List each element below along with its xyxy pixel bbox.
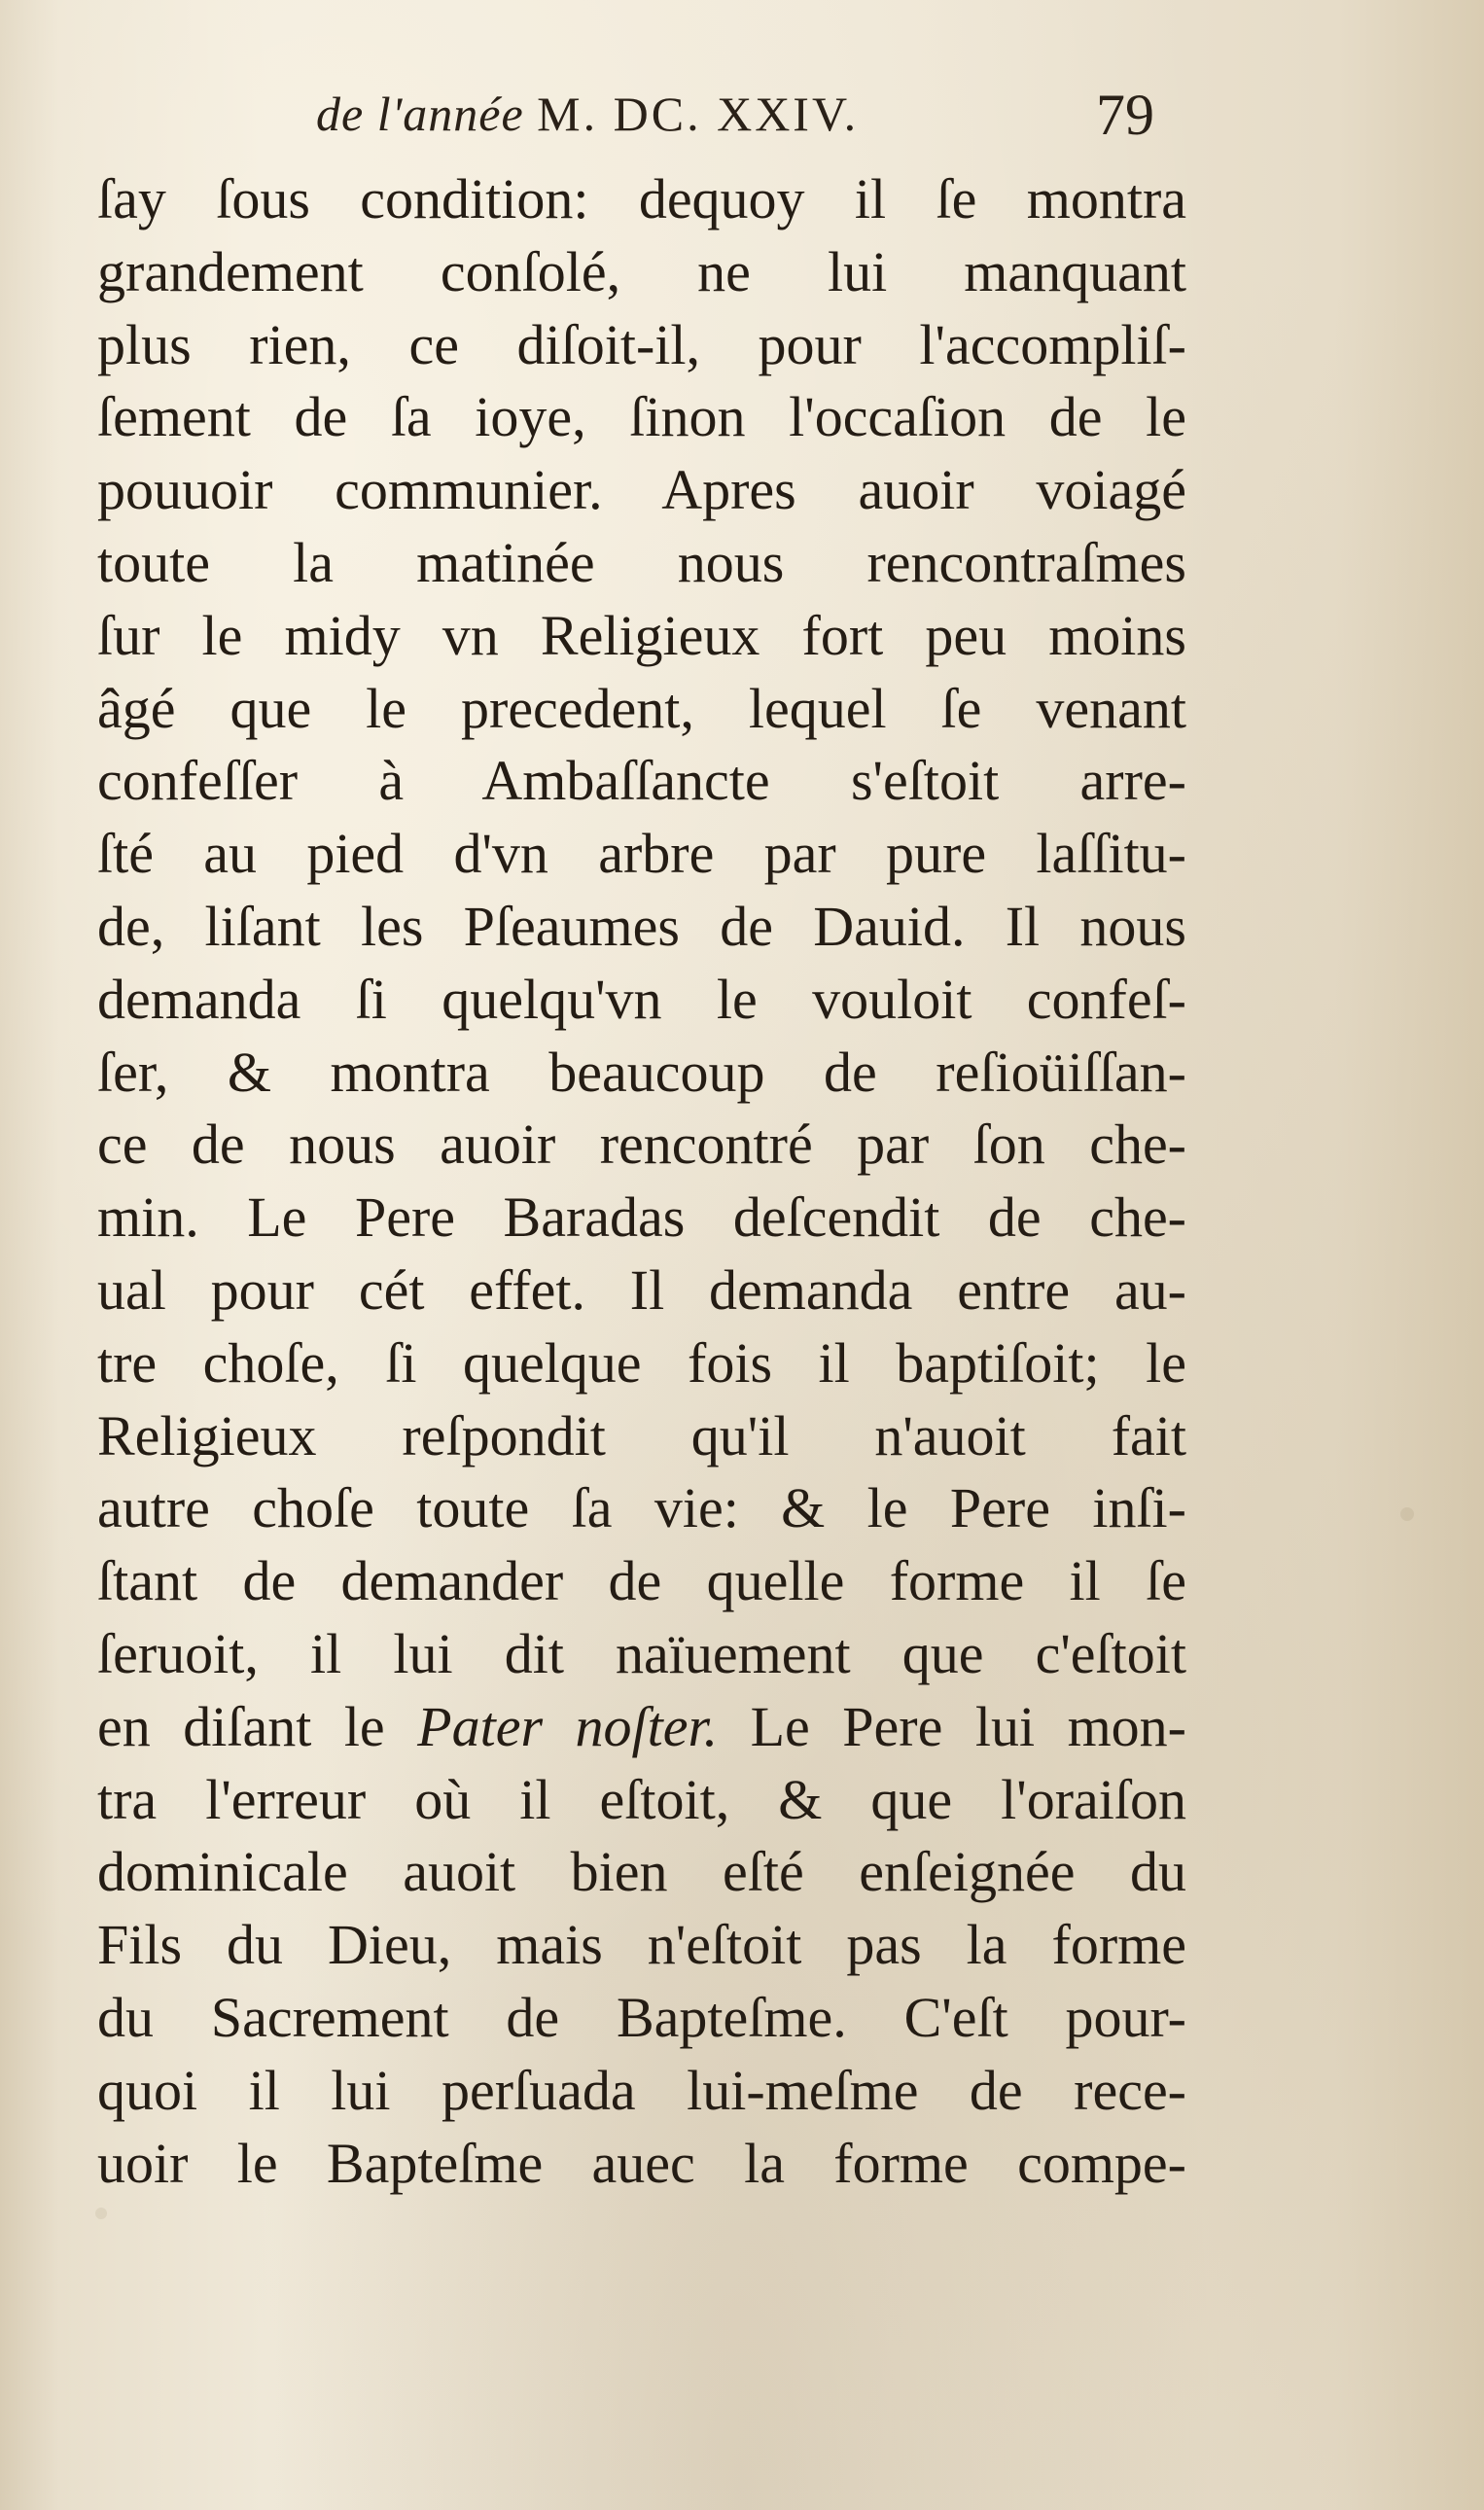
text-line: ſtant de demander de quelle forme il ſe	[97, 1549, 1186, 1613]
text-line: ſay ſous condition: dequoy il ſe montra	[97, 167, 1186, 230]
text-line: tra l'erreur où il eſtoit, & que l'oraiſon	[97, 1767, 1186, 1831]
text-line: uoir le Bapteſme auec la forme compe-	[97, 2131, 1186, 2195]
text-line: tre choſe, ſi quelque fois il baptiſoit; le	[97, 1330, 1186, 1395]
text-line: toute la matinée nous rencontraſmes	[97, 530, 1186, 594]
text-line: ſur le midy vn Religieux fort peu moins	[97, 603, 1186, 667]
text-line: ual pour cét effet. Il demanda entre au-	[97, 1257, 1186, 1322]
text-line-with-italic	[97, 1691, 1186, 1764]
paper-speck	[1400, 1507, 1414, 1521]
text-line: confeſſer à Ambaſſancte s'eſtoit arre-	[97, 749, 1186, 813]
page-header	[316, 83, 1191, 163]
page-number: 79	[1096, 83, 1154, 147]
text-line: ſeruoit, il lui dit naïuement que c'eſtoit	[97, 1621, 1186, 1685]
text-line: dominicale auoit bien eſté enſeignée du	[97, 1840, 1186, 1904]
text-line: ſté au pied d'vn arbre par pure laſſitu-	[97, 822, 1186, 886]
text-line: de, liſant les Pſeaumes de Dauid. Il nous	[97, 894, 1186, 958]
running-head	[316, 86, 859, 142]
body-text	[97, 163, 1186, 2200]
text-segment: Le Pere lui mon-	[718, 1694, 1186, 1758]
text-line: du Sacrement de Bapteſme. C'eſt pour-	[97, 1985, 1186, 2049]
paper-speck	[95, 2208, 107, 2219]
text-line: ſer, & montra beaucoup de reſioüiſſan-	[97, 1040, 1186, 1104]
italic-phrase: Pater noſter.	[417, 1694, 719, 1758]
text-line: plus rien, ce diſoit-il, pour l'accompliſ-	[97, 312, 1186, 376]
text-line: pouuoir communier. Apres auoir voiagé	[97, 458, 1186, 522]
running-head-year: M. DC. XXIV.	[537, 87, 860, 141]
text-line: quoi il lui perſuada lui-meſme de rece-	[97, 2058, 1186, 2122]
text-segment: en diſant le	[97, 1694, 418, 1758]
text-line: ce de nous auoir rencontré par ſon che-	[97, 1113, 1186, 1177]
running-head-italic: de l'année	[316, 87, 524, 141]
text-line: autre choſe toute ſa vie: & le Pere inſi-	[97, 1476, 1186, 1540]
text-line: grandement conſolé, ne lui manquant	[97, 239, 1186, 303]
text-line: âgé que le precedent, lequel ſe venant	[97, 676, 1186, 740]
text-line: Religieux reſpondit qu'il n'auoit fait	[97, 1403, 1186, 1467]
text-line: Fils du Dieu, mais n'eſtoit pas la forme	[97, 1913, 1186, 1977]
text-line: ſement de ſa ioye, ſinon l'occaſion de le	[97, 385, 1186, 449]
text-line: min. Le Pere Baradas deſcendit de che-	[97, 1185, 1186, 1250]
text-line: demanda ſi quelqu'vn le vouloit confeſ-	[97, 967, 1186, 1031]
